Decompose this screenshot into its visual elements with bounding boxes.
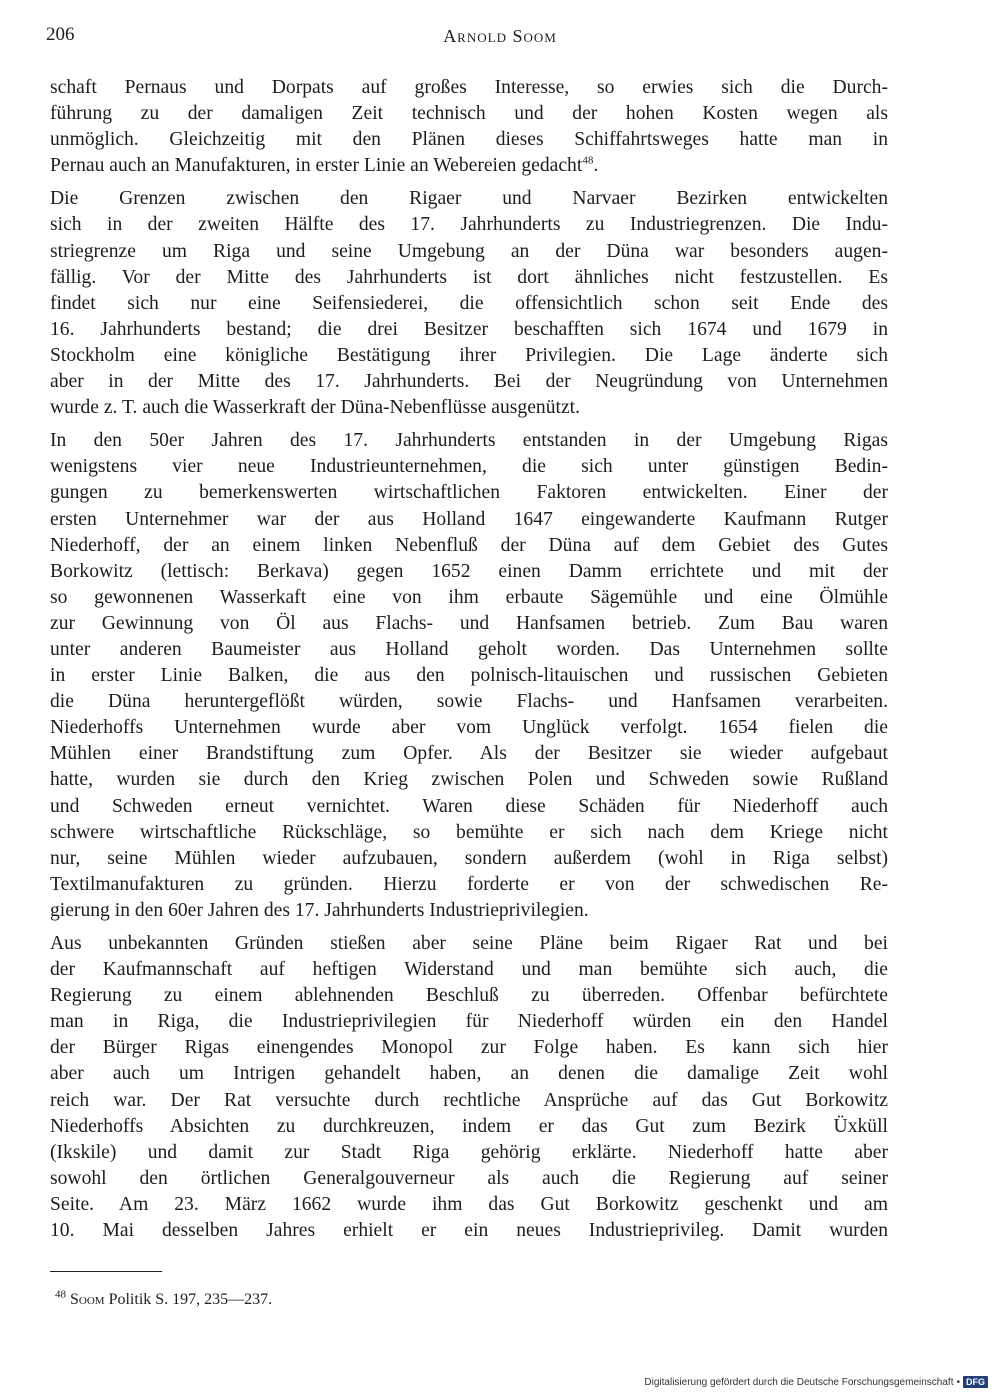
text-line-last: wurde z. T. auch die Wasserkraft der Düna-Nebenflüsse ausgenützt. — [50, 397, 580, 419]
text-line: Niederhoff, der an einem linken Nebenfluß der Düna auf dem Gebiet des Gutes — [50, 534, 888, 556]
credit-separator: • — [956, 1376, 960, 1388]
text-line: der Bürger Rigas einengendes Monopol zur Folge haben. Es kann sich hier — [50, 1037, 888, 1059]
text-line: In den 50er Jahren des 17. Jahrhunderts entstanden in der Umgebung Rigas — [50, 430, 888, 452]
text-line: nur, seine Mühlen wieder aufzubauen, sondern außerdem (wohl in Riga selbst) — [50, 847, 888, 869]
text-line-last: gierung in den 60er Jahren des 17. Jahrhunderts Industrieprivilegien. — [50, 899, 589, 921]
paragraph-1 — [50, 75, 888, 179]
text-line: striegrenze um Riga und seine Umgebung an der Düna war besonders augen- — [50, 240, 888, 262]
text-line: Aus unbekannten Gründen stießen aber seine Pläne beim Rigaer Rat und bei — [50, 933, 888, 954]
text-line: schwere wirtschaftliche Rückschläge, so bemühte er sich nach dem Kriege nicht — [50, 821, 888, 843]
text-line-last — [50, 153, 888, 179]
footnote — [55, 1288, 273, 1309]
text-line: der Kaufmannschaft auf heftigen Widerstand und man bemühte sich auch, die — [50, 959, 888, 981]
text-line: Mühlen einer Brandstiftung zum Opfer. Als der Besitzer sie wieder aufgebaut — [50, 743, 888, 765]
text-line: aber in der Mitte des 17. Jahrhunderts. Bei der Neugründung von Unternehmen — [50, 371, 888, 393]
text-line: aber auch um Intrigen gehandelt haben, an denen die damalige Zeit wohl — [50, 1063, 888, 1085]
text-line: zur Gewinnung von Öl aus Flachs- und Hanfsamen betrieb. Zum Bau waren — [50, 612, 888, 634]
credit-text: Digitalisierung gefördert durch die Deutsche Forschungsgemeinschaft — [644, 1376, 954, 1388]
text-line: Regierung zu einem ablehnenden Beschluß zu überreden. Offenbar befürchtete — [50, 985, 888, 1007]
text-line: Textilmanufakturen zu gründen. Hierzu forderte er von der schwedischen Re- — [50, 873, 888, 895]
text-line: man in Riga, die Industrieprivilegien für Niederhoff würden ein den Handel — [50, 1011, 888, 1033]
text-line: fällig. Vor der Mitte des Jahrhunderts ist dort ähnliches nicht festzustellen. Es — [50, 266, 888, 288]
text-line: unter anderen Baumeister aus Holland geholt worden. Das Unternehmen sollte — [50, 638, 888, 660]
text-line: 16. Jahrhunderts bestand; die drei Besitzer beschafften sich 1674 und 1679 in — [50, 318, 888, 340]
text-fragment: Pernau auch an Manufakturen, in erster Linie an Webereien gedacht — [50, 155, 583, 177]
text-line: führung zu der damaligen Zeit technisch und der hohen Kosten wegen als — [50, 103, 888, 125]
text-line: so gewonnenen Wasserkaft eine von ihm erbaute Sägemühle und eine Ölmühle — [50, 586, 888, 608]
digitization-credit — [644, 1376, 988, 1388]
text-line: Borkowitz (lettisch: Berkava) gegen 1652 einen Damm errichtete und mit der — [50, 560, 888, 582]
text-line: reich war. Der Rat versuchte durch rechtliche Ansprüche auf das Gut Borkowitz — [50, 1089, 888, 1111]
footnote-author: Soom — [70, 1291, 105, 1308]
text-line: wenigstens vier neue Industrieunternehmen, die sich unter günstigen Bedin- — [50, 456, 888, 478]
text-line: ersten Unternehmer war der aus Holland 1647 eingewanderte Kaufmann Rutger — [50, 508, 888, 530]
text-line: sich in der zweiten Hälfte des 17. Jahrhunderts zu Industriegrenzen. Die Indu- — [50, 214, 888, 236]
text-line: Stockholm eine königliche Bestätigung ihrer Privilegien. Die Lage änderte sich — [50, 344, 888, 366]
paragraph-4 — [50, 931, 888, 1244]
text-line: Seite. Am 23. März 1662 wurde ihm das Gut Borkowitz geschenkt und am — [50, 1193, 888, 1215]
text-line: Niederhoffs Unternehmen wurde aber vom Unglück verfolgt. 1654 fielen die — [50, 717, 888, 739]
running-head: Arnold Soom — [443, 26, 557, 46]
dfg-logo-icon: DFG — [963, 1376, 988, 1388]
text-line: in erster Linie Balken, die aus den polnisch-litauischen und russischen Gebieten — [50, 665, 888, 687]
text-line: 10. Mai desselben Jahres erhielt er ein neues Industrieprivileg. Damit wurden — [50, 1220, 888, 1242]
footnote-text: Politik S. 197, 235—237. — [108, 1291, 273, 1308]
text-line: die Düna heruntergeflößt würden, sowie Flachs- und Hanfsamen verarbeiten. — [50, 691, 888, 713]
text-line: schaft Pernaus und Dorpats auf großes Interesse, so erwies sich die Durch- — [50, 77, 888, 98]
body-text — [50, 75, 888, 1251]
footnote-number: 48 — [55, 1288, 66, 1301]
text-fragment: . — [593, 155, 599, 177]
text-line: unmöglich. Gleichzeitig mit den Plänen dieses Schiffahrtsweges hatte man in — [50, 129, 888, 151]
text-line: gungen zu bemerkenswerten wirtschaftlichen Faktoren entwickelten. Einer der — [50, 482, 888, 504]
text-line: und Schweden erneut vernichtet. Waren diese Schäden für Niederhoff auch — [50, 795, 888, 817]
text-line: findet sich nur eine Seifensiederei, die offensichtlich schon seit Ende des — [50, 292, 888, 314]
footnote-marker: 48 — [582, 154, 594, 167]
page-number: 206 — [46, 24, 75, 45]
text-line: Niederhoffs Absichten zu durchkreuzen, indem er das Gut zum Bezirk Üxküll — [50, 1115, 888, 1137]
text-line: hatte, wurden sie durch den Krieg zwischen Polen und Schweden sowie Rußland — [50, 769, 888, 791]
paragraph-2 — [50, 186, 888, 421]
paragraph-3 — [50, 428, 888, 924]
footnote-rule — [50, 1271, 162, 1272]
text-line: sowohl den örtlichen Generalgouverneur als auch die Regierung auf seiner — [50, 1167, 888, 1189]
text-line: (Ikskile) und damit zur Stadt Riga gehörig erklärte. Niederhoff hatte aber — [50, 1141, 888, 1163]
text-line: Die Grenzen zwischen den Rigaer und Narvaer Bezirken entwickelten — [50, 188, 888, 210]
